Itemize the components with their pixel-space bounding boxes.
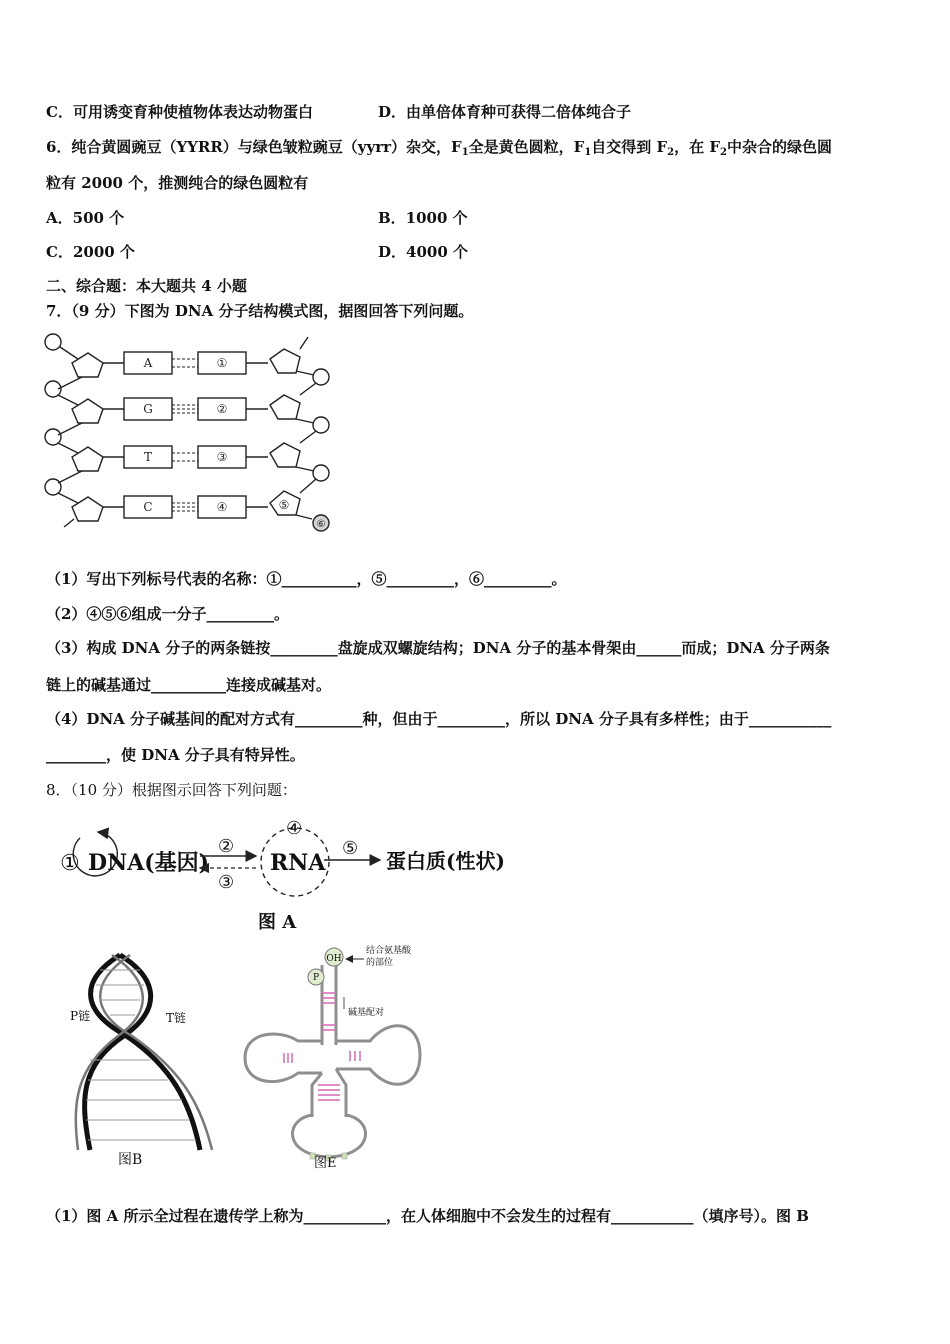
figure-e-trna	[240, 945, 440, 1170]
q5-option-c: C．可用诱变育种使植物体表达动物蛋白	[46, 103, 313, 121]
q6-option-a: A．500 个	[46, 209, 125, 227]
fig-a-caption: 图 A	[258, 912, 297, 933]
q7-stem: 7．（9 分）下图为 DNA 分子结构模式图，据图回答下列问题。	[46, 302, 474, 320]
right-sugar	[270, 443, 300, 467]
left-phosphate	[45, 334, 61, 350]
left-sugar	[72, 353, 103, 377]
q6-option-d: D．4000 个	[378, 243, 468, 261]
label-3: ③	[216, 450, 228, 464]
q6-stem-line1: 6．纯合黄圆豌豆（YYRR）与绿色皱粒豌豆（yyrr）杂交，$F_1$全是黄色圆粒，$F_1$自交得到 $F_2$，在 $F_2$中杂合的绿色圆	[46, 138, 832, 158]
fig-e-amino-site-2: 的部位	[366, 958, 394, 968]
q8-stem: 8．（10 分）根据图示回答下列问题：	[46, 781, 297, 799]
q6-option-b: B．1000 个	[378, 209, 468, 227]
fig-a-num-5: ⑤	[342, 838, 359, 859]
fig-b-caption: 图B	[118, 1152, 143, 1168]
q7-part3-line2: 链上的碱基通过__________连接成碱基对。	[46, 676, 332, 694]
label-2: ②	[216, 402, 228, 416]
dna-structure-diagram	[38, 327, 338, 537]
fig-a-num-2: ②	[218, 836, 235, 857]
left-sugar	[72, 447, 103, 471]
section-title: 二、综合题：本大题共 4 小题	[46, 277, 247, 295]
q7-part3-line1: （3）构成 DNA 分子的两条链按_________盘旋成双螺旋结构；DNA 分子的基本骨架由______而成；DNA 分子两条	[46, 639, 830, 657]
fig-a-num-1: ①	[60, 851, 80, 876]
base-label-g: G	[143, 402, 153, 416]
label-5: ⑤	[278, 498, 290, 512]
left-sugar	[72, 399, 103, 423]
right-sugar	[270, 349, 300, 373]
q5-option-d: D．由单倍体育种可获得二倍体纯合子	[378, 103, 632, 121]
fig-b-t-chain: T链	[166, 1011, 187, 1025]
fig-e-caption: 图E	[314, 1156, 337, 1170]
label-1: ①	[216, 356, 228, 370]
fig-e-p: P	[312, 973, 320, 983]
q7-part4-line2: ________，使 DNA 分子具有特异性。	[46, 746, 305, 764]
q7-part1: （1）写出下列标号代表的名称：①__________，⑤_________，⑥_________。	[46, 570, 567, 588]
fig-a-rna: RNA	[270, 850, 326, 876]
q7-part2: （2）④⑤⑥组成一分子_________。	[46, 605, 289, 623]
fig-e-amino-site-1: 结合氨基酸	[366, 946, 412, 956]
q6-stem-line2: 粒有 2000 个，推测纯合的绿色圆粒有	[46, 174, 309, 192]
q7-part4-line1: （4）DNA 分子碱基间的配对方式有_________种，但由于_________，所以 DNA 分子具有多样性；由于___________	[46, 710, 832, 728]
left-sugar	[72, 497, 103, 521]
fig-a-protein: 蛋白质(性状)	[386, 849, 505, 873]
label-4: ④	[216, 500, 228, 514]
fig-a-num-3: ③	[218, 872, 235, 893]
fig-e-base-pair: 碱基配对	[348, 1008, 385, 1018]
q6-option-c: C．2000 个	[46, 243, 135, 261]
base-label-t: T	[143, 450, 153, 464]
right-sugar	[270, 395, 300, 419]
q8-part1: （1）图 A 所示全过程在遗传学上称为___________，在人体细胞中不会发生的过程有___________（填序号）。图 B	[46, 1207, 809, 1225]
fig-e-oh: OH	[326, 954, 342, 964]
fig-a-dna: DNA(基因)	[88, 850, 210, 876]
figure-b-double-helix	[60, 950, 230, 1175]
fig-a-num-4: ④	[286, 818, 303, 839]
figure-a-central-dogma	[50, 810, 550, 940]
fig-b-p-chain: P链	[70, 1009, 91, 1023]
label-6: ⑥	[316, 519, 326, 530]
base-label-a: A	[143, 356, 153, 370]
base-label-c: C	[143, 500, 153, 514]
